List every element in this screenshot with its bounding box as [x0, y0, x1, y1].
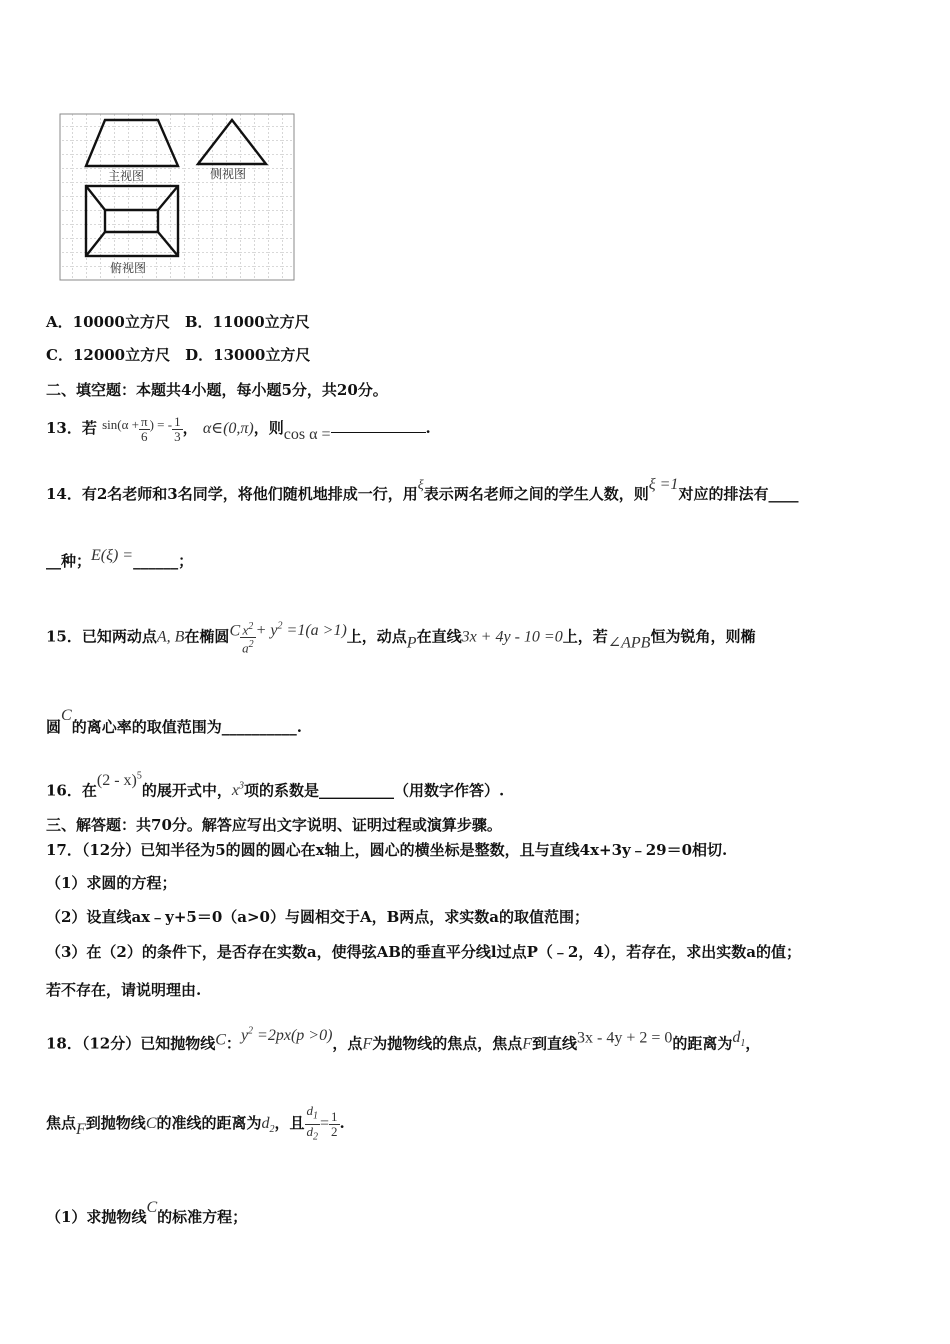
question-15-line1 [46, 605, 756, 656]
q18-p1-text2: 的标准方程； [157, 1208, 248, 1226]
q14-text1: 14．有2名老师和3名同学，将他们随机地排成一行，用 [46, 485, 418, 503]
q18-line-eq: 3x - 4y + 2 = 0 [577, 1029, 673, 1047]
q18-C2: C [145, 1115, 157, 1132]
q15-text8: 的离心率的取值范围为__________. [71, 718, 302, 736]
q18-half: $\frac{1}{2}$ [331, 1108, 338, 1139]
three-view-figure [58, 112, 298, 288]
q14-xi: ξ [417, 478, 424, 493]
question-16 [46, 760, 505, 800]
q14-blank1: ____ [768, 485, 799, 503]
q15-line-eq: 3x + 4y - 10 =0 [461, 628, 563, 646]
top-view-label: 俯视图 [110, 261, 147, 275]
q16-x3: $x^3$ [231, 781, 244, 800]
q16-text2: 的展开式中， [141, 781, 232, 800]
q14-text2: 表示两名老师之间的学生人数，则 [423, 485, 649, 503]
q15-ellipse-rest: + $y^2 =1(a >1)$ [255, 621, 347, 640]
q14-blank1-cont: __ [46, 552, 61, 570]
q15-P: P [406, 634, 417, 652]
q13-then: ，则 [253, 419, 284, 437]
question-17-stem: 17．（12分）已知半径为5的圆的圆心在x轴上，圆心的横坐标是整数，且与直线4x+3y﹣29＝0相切. [46, 841, 728, 859]
q13-sin-post: ) = - [149, 417, 173, 432]
q15-x2-over-a2: $\frac{x^2}{a^2}$ [242, 620, 254, 656]
q15-text1: 15．已知两动点 [46, 627, 157, 646]
q18-p1-C: C [146, 1199, 158, 1216]
q13-sep: ， [182, 419, 198, 437]
question-18-part1 [46, 1188, 247, 1228]
q18-text5: 的距离为 [672, 1034, 733, 1053]
question-14-line2 [46, 542, 193, 570]
q18-d1: $d_1$ [732, 1029, 746, 1050]
q15-text4: 在直线 [416, 627, 462, 646]
three-view-drawing [58, 112, 298, 284]
q18-F3: F [76, 1121, 86, 1138]
q14-text3: 对应的排法有 [678, 485, 769, 503]
q13-end: . [425, 419, 431, 437]
q18-end: . [339, 1114, 345, 1132]
question-17-part3: （3）在（2）的条件下，是否存在实数a，使得弦AB的垂直平分线l过点P（﹣2，4），若存在，求出实数a的值； [46, 943, 801, 961]
q18-text8: 的准线的距离为 [156, 1114, 262, 1132]
q18-text4: 到直线 [532, 1034, 578, 1053]
q15-ab: A, B [156, 628, 185, 646]
question-13 [46, 408, 431, 442]
question-17-part1: （1）求圆的方程； [46, 874, 177, 892]
q18-text7: 到抛物线 [85, 1114, 146, 1132]
q14-text4: 种； [61, 552, 92, 570]
q18-ratio: $\frac{d_1}{d_2}$ [306, 1102, 319, 1143]
q18-F2: F [522, 1035, 532, 1053]
q13-sin-pre: sin(α + [102, 417, 140, 432]
q13-one-third: $\frac{1}{3}$ [174, 413, 181, 444]
options-cd: C．12000立方尺 D．13000立方尺 [46, 346, 311, 364]
options-ab: A．10000立方尺 B．11000立方尺 [46, 313, 310, 331]
q16-expr: (2 - x)$^5$ [96, 771, 142, 790]
q18-text3: 为抛物线的焦点，焦点 [372, 1034, 523, 1053]
q15-text2: 在椭圆 [184, 627, 230, 646]
q18-text2: ，点 [332, 1034, 363, 1053]
q18-text6: 焦点 [46, 1114, 77, 1132]
q18-p1-text1: （1）求抛物线 [46, 1208, 147, 1226]
q16-text3: 项的系数是__________（用数字作答）. [243, 781, 505, 800]
q14-expectation: E(ξ) = [91, 547, 134, 564]
q16-text1: 16．在 [46, 781, 97, 800]
q18-parabola: $y^2 =2px(p >0)$ [240, 1026, 333, 1045]
question-15-line2 [46, 696, 302, 736]
q15-C2: C [61, 707, 72, 724]
q15-text5: 上，若 [562, 627, 608, 646]
q13-cos: cos α = [283, 426, 331, 443]
q18-colon: ： [225, 1034, 241, 1053]
question-17-part3b: 若不存在，请说明理由. [46, 981, 202, 999]
q13-number: 13．若 [46, 419, 97, 437]
section2-heading: 二、填空题：本题共4小题，每小题5分，共20分。 [46, 381, 388, 399]
q15-text3: 上，动点 [346, 627, 407, 646]
q13-pi-over-6: $\frac{\pi}{6}$ [141, 413, 148, 444]
q13-alpha-range: α∈(0,π) [202, 420, 254, 437]
q15-C: C [229, 622, 241, 640]
question-14-line1 [46, 470, 799, 503]
q14-xi-eq: ξ =1 [648, 476, 679, 493]
q18-d2: $d_2$ [261, 1115, 275, 1136]
q18-text1: 18．（12分）已知抛物线 [46, 1034, 216, 1053]
question-18-line1 [46, 1012, 760, 1052]
q13-blank [331, 418, 426, 433]
section3-heading: 三、解答题：共70分。解答应写出文字说明、证明过程或演算步骤。 [46, 816, 502, 834]
front-view-label: 主视图 [108, 169, 145, 183]
q15-text7: 圆 [46, 718, 62, 736]
q15-angle: ∠APB [607, 634, 651, 652]
q18-C: C [215, 1031, 226, 1049]
q18-F: F [362, 1035, 373, 1053]
q15-text6: 恒为锐角，则椭 [650, 627, 756, 646]
q18-text9: ，且 [274, 1114, 305, 1132]
q18-comma: ， [745, 1034, 761, 1053]
q18-eq: = [320, 1115, 330, 1132]
question-17-part2: （2）设直线ax﹣y+5＝0（a>0）与圆相交于A，B两点，求实数a的取值范围； [46, 908, 590, 926]
question-18-line2 [46, 1098, 345, 1148]
side-view-label: 侧视图 [210, 167, 247, 181]
q14-blank2: ______； [133, 552, 194, 570]
